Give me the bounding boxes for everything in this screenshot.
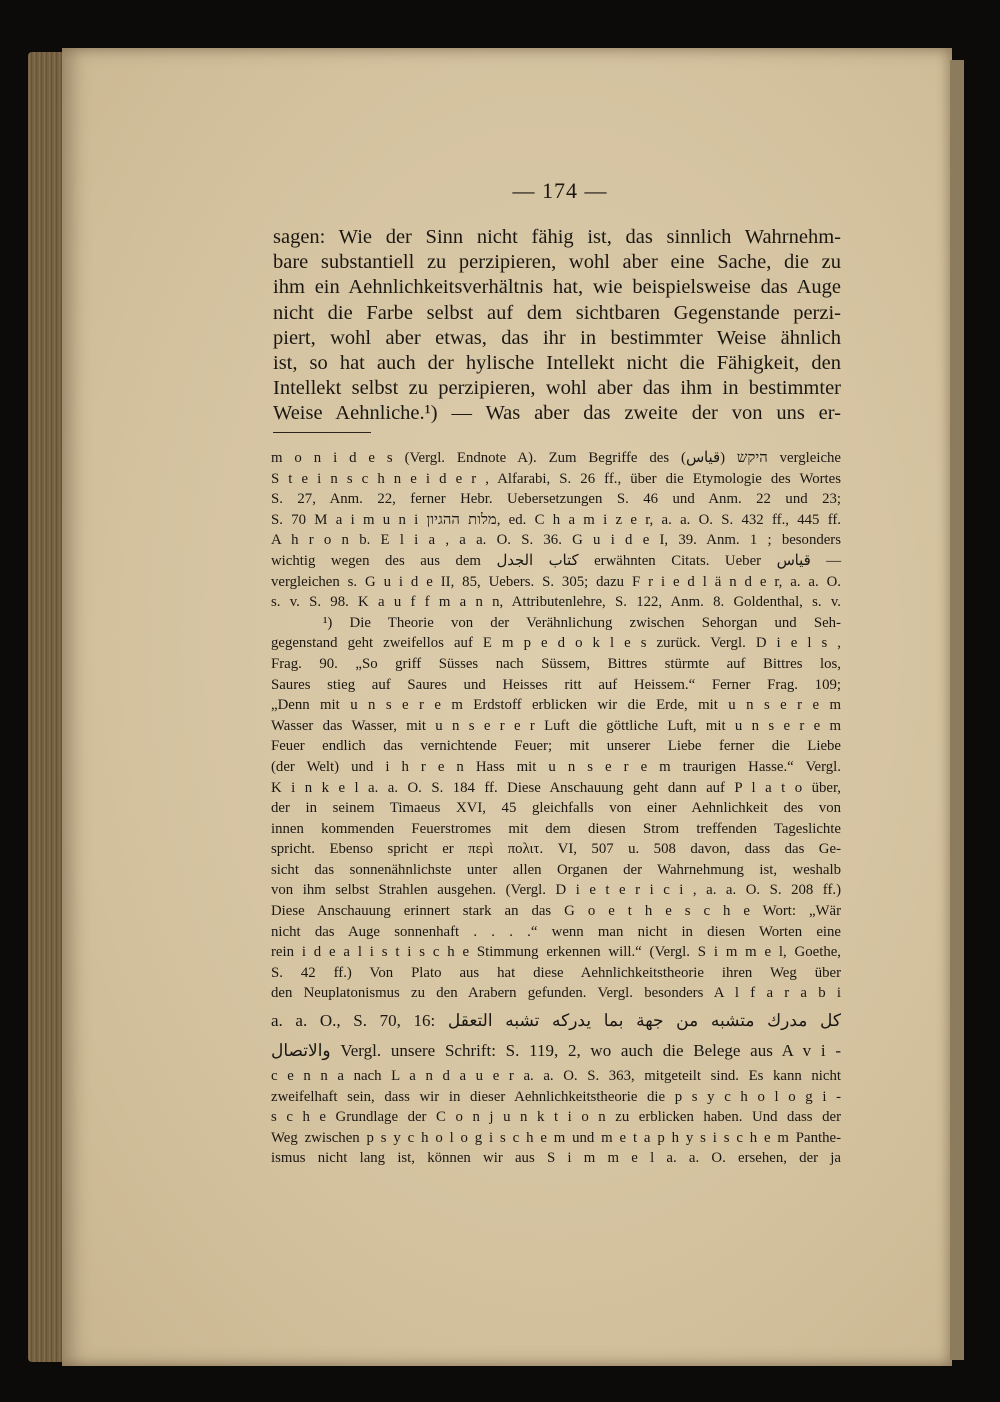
footnote-line: sicht das sonnenähnlichste unter allen Organen der Wahrnehmung ist, weshalb bbox=[271, 861, 841, 878]
footnote-line: c e n n a nach L a n d a u e r a. a. O. S. 363, mitgeteilt sind. Es kann nicht bbox=[271, 1068, 841, 1085]
footnote-line: den Neuplatonismus zu den Arabern gefunden. Vergl. besonders A l f a r a b i bbox=[271, 985, 841, 1002]
footnote-line: S. 42 ff.) Von Plato aus hat diese Aehnlichkeitstheorie ihren Weg über bbox=[271, 964, 841, 981]
footnote-line: vergleichen s. G u i d e II, 85, Uebers. S. 305; dazu F r i e d l ä n d e r, a. a. O. bbox=[271, 573, 841, 590]
main-body-text bbox=[273, 225, 841, 427]
body-line: piert, wohl aber etwas, das ihr in bestimmter Weise ähnlich bbox=[273, 326, 841, 349]
footnote-line: rein i d e a l i s t i s c h e Stimmung erkennen will.“ (Vergl. S i m m e l, Goethe, bbox=[271, 944, 841, 961]
footnote-line: s c h e Grundlage der C o n j u n k t i o n zu erblicken haben. Und dass der bbox=[271, 1109, 841, 1126]
footnote-line: wichtig wegen des aus dem كتاب الجدل erwähnten Citats. Ueber قياس — bbox=[271, 552, 842, 569]
footnote-line: von ihm selbst Strahlen ausgehen. (Vergl. D i e t e r i c i , a. a. O. S. 208 ff.) bbox=[271, 882, 841, 899]
footnote-line: „Denn mit u n s e r e m Erdstoff erblicken wir die Erde, mit u n s e r e m bbox=[271, 697, 841, 714]
footnote-line: Weg zwischen p s y c h o l o g i s c h e m und m e t a p h y s i s c h e m Panthe- bbox=[271, 1129, 841, 1146]
adjacent-page-edge bbox=[950, 60, 964, 1360]
footnote-line: zweifelhaft sein, dass wir in dieser Aehnlichkeitstheorie die p s y c h o l o g i - bbox=[271, 1088, 841, 1105]
footnote-line: nicht das Auge sonnenhaft . . . .“ wenn man nicht in diesen Worten eine bbox=[271, 923, 841, 940]
body-line: nicht die Farbe selbst auf dem sichtbaren Gegenstande perzi- bbox=[273, 301, 841, 324]
footnote-line: S. 70 M a i m u n i מלות ההגיון, ed. C h a m i z e r, a. a. O. S. 432 ff., 445 ff. bbox=[271, 511, 842, 528]
footnote-line: spricht. Ebenso spricht er περὶ πολιτ. VI, 507 u. 508 davon, dass das Ge- bbox=[271, 841, 841, 858]
body-line: Intellekt selbst zu perzipieren, wohl aber das ihm in bestimmter bbox=[273, 377, 841, 400]
footnote-line: S t e i n s c h n e i d e r , Alfarabi, S. 26 ff., über die Etymologie des Wortes bbox=[271, 470, 841, 487]
footnote-line: Diese Anschauung erinnert stark an das G o e t h e s c h e Wort: „Wär bbox=[271, 903, 841, 920]
body-line: Weise Aehnliche.¹) — Was aber das zweite der von uns er- bbox=[273, 402, 841, 425]
footnote-line: A h r o n b. E l i a , a a. O. S. 36. G u i d e I, 39. Anm. 1 ; besonders bbox=[271, 532, 841, 549]
body-line: ist, so hat auch der hylische Intellekt nicht die Fähigkeit, den bbox=[273, 352, 841, 375]
page-number: — 174 — bbox=[512, 178, 608, 203]
footnote-line: m o n i d e s (Vergl. Endnote A). Zum Begriffe des היקש (قياس) vergleiche bbox=[271, 450, 841, 466]
footnote-line: Wasser das Wasser, mit u n s e r e r Luft die göttliche Luft, mit u n s e r e m bbox=[271, 717, 841, 734]
body-line: sagen: Wie der Sinn nicht fähig ist, das sinnlich Wahrnehm- bbox=[273, 226, 841, 248]
body-line: ihm ein Aehnlichkeitsverhältnis hat, wie beispielsweise das Auge bbox=[273, 276, 841, 299]
footnote-line: s. v. S. 98. K a u f f m a n n, Attributenlehre, S. 122, Anm. 8. Goldenthal, s. v. bbox=[271, 594, 841, 611]
footnote-line: innen kommenden Feuerstromes mit dem diesen Strom treffenden Tageslichte bbox=[271, 820, 841, 837]
footnote-line: ¹) Die Theorie von der Verähnlichung zwischen Sehorgan und Seh- bbox=[323, 614, 841, 631]
footnote-line: K i n k e l a. a. O. S. 184 ff. Diese Anschauung geht dann auf P l a t o über, bbox=[271, 779, 841, 796]
footnote-line-arabic: والاتصال Vergl. unsere Schrift: S. 119, 2, wo auch die Belege aus A v i - bbox=[271, 1041, 841, 1061]
footnote-line-arabic: a. a. O., S. 70, 16: كل مدرك متشبه من جهة بما يدركه تشبه التعقل bbox=[271, 1011, 842, 1031]
footnote-line: S. 27, Anm. 22, ferner Hebr. Uebersetzungen S. 46 und Anm. 22 und 23; bbox=[271, 491, 841, 508]
footnote-line: Saures stieg auf Saures und Heisses ritt auf Heissem.“ Ferner Frag. 109; bbox=[271, 676, 841, 693]
footnote-line: gegenstand geht zweifellos auf E m p e d o k l e s zurück. Vergl. D i e l s , bbox=[271, 635, 841, 652]
footnote-separator bbox=[273, 432, 371, 433]
footnote-line: Feuer endlich das vernichtende Feuer; mit unserer Liebe ferner die Liebe bbox=[271, 738, 841, 755]
footnote-line: der in seinem Timaeus XVI, 45 gleichfalls von einer Aehnlichkeit des von bbox=[271, 800, 841, 817]
footnote-line: ismus nicht lang ist, können wir aus S i m m e l a. a. O. ersehen, der ja bbox=[271, 1150, 841, 1167]
footnote-line: (der Welt) und i h r e n Hass mit u n s e r e m traurigen Hasse.“ Vergl. bbox=[271, 758, 841, 775]
footnotes bbox=[271, 448, 841, 1169]
body-line: bare substantiell zu perzipieren, wohl aber eine Sache, die zu bbox=[273, 251, 841, 274]
footnote-line: Frag. 90. „So griff Süsses nach Süssem, Bittres stürmte auf Bittres los, bbox=[271, 655, 841, 672]
